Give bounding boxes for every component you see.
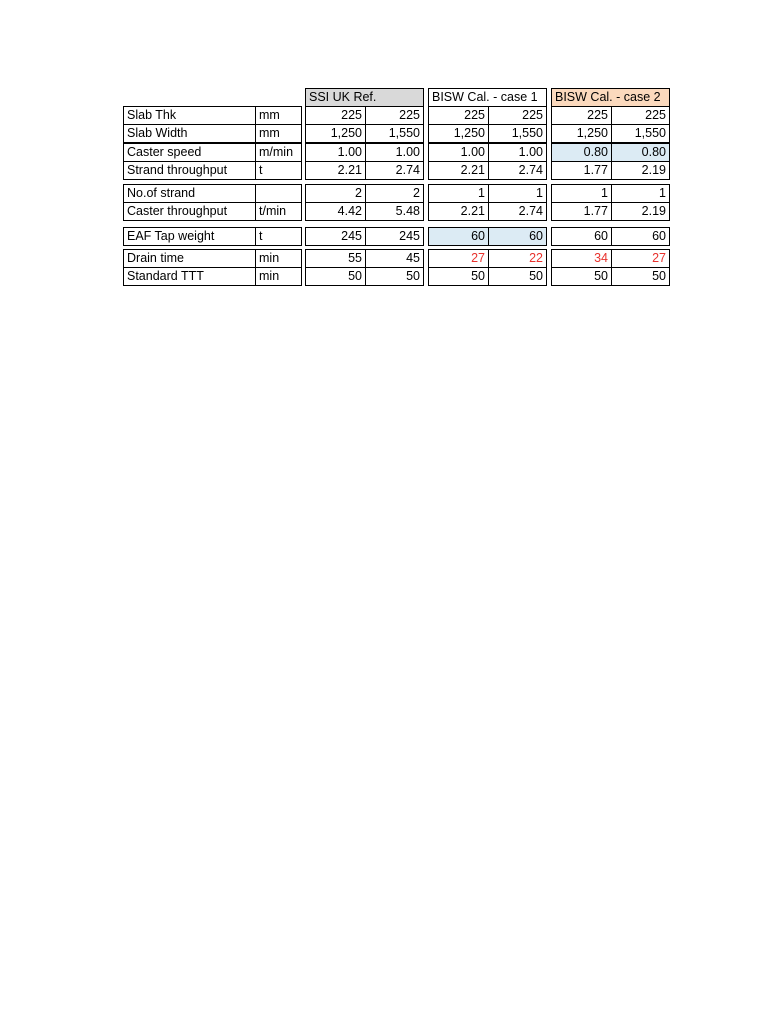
highlighted-value-cell: 60 — [428, 227, 489, 246]
value-cell: 225 — [488, 106, 547, 125]
row-label-caster-speed: Caster speed — [123, 143, 256, 162]
value-cell: 1,250 — [428, 124, 489, 143]
value-cell: 60 — [611, 227, 670, 246]
row-unit-no-of-strand — [255, 184, 302, 203]
value-cell: 50 — [611, 267, 670, 286]
header-bisw-case-1: BISW Cal. - case 1 — [428, 88, 547, 107]
value-cell: 2.19 — [611, 202, 670, 221]
value-cell: 1 — [488, 184, 547, 203]
value-cell: 1,250 — [551, 124, 612, 143]
highlighted-value-cell: 0.80 — [551, 143, 612, 162]
value-cell: 245 — [365, 227, 424, 246]
value-cell: 55 — [305, 249, 366, 268]
value-cell: 1,250 — [305, 124, 366, 143]
value-cell: 1,550 — [611, 124, 670, 143]
header-ssi-uk-ref: SSI UK Ref. — [305, 88, 424, 107]
row-unit-slab-thk: mm — [255, 106, 302, 125]
value-cell: 1.00 — [488, 143, 547, 162]
value-cell: 1 — [611, 184, 670, 203]
value-cell: 1 — [428, 184, 489, 203]
row-label-slab-width: Slab Width — [123, 124, 256, 143]
red-value-cell: 27 — [428, 249, 489, 268]
row-unit-strand-throughput: t — [255, 161, 302, 180]
value-cell: 225 — [305, 106, 366, 125]
header-bisw-case-2: BISW Cal. - case 2 — [551, 88, 670, 107]
highlighted-value-cell: 60 — [488, 227, 547, 246]
row-label-strand-throughput: Strand throughput — [123, 161, 256, 180]
row-unit-drain-time: min — [255, 249, 302, 268]
row-unit-eaf-tap-weight: t — [255, 227, 302, 246]
value-cell: 2.21 — [428, 161, 489, 180]
value-cell: 2 — [305, 184, 366, 203]
row-label-slab-thk: Slab Thk — [123, 106, 256, 125]
row-label-standard-ttt: Standard TTT — [123, 267, 256, 286]
value-cell: 2 — [365, 184, 424, 203]
value-cell: 1.00 — [365, 143, 424, 162]
value-cell: 2.21 — [305, 161, 366, 180]
value-cell: 1.00 — [305, 143, 366, 162]
value-cell: 2.19 — [611, 161, 670, 180]
row-unit-standard-ttt: min — [255, 267, 302, 286]
value-cell: 2.74 — [488, 202, 547, 221]
row-label-eaf-tap-weight: EAF Tap weight — [123, 227, 256, 246]
red-value-cell: 34 — [551, 249, 612, 268]
value-cell: 1 — [551, 184, 612, 203]
value-cell: 245 — [305, 227, 366, 246]
value-cell: 1.77 — [551, 161, 612, 180]
value-cell: 50 — [488, 267, 547, 286]
value-cell: 4.42 — [305, 202, 366, 221]
value-cell: 2.74 — [488, 161, 547, 180]
value-cell: 225 — [365, 106, 424, 125]
red-value-cell: 22 — [488, 249, 547, 268]
value-cell: 225 — [611, 106, 670, 125]
value-cell: 50 — [551, 267, 612, 286]
red-value-cell: 27 — [611, 249, 670, 268]
value-cell: 1.00 — [428, 143, 489, 162]
value-cell: 50 — [365, 267, 424, 286]
row-unit-caster-speed: m/min — [255, 143, 302, 162]
value-cell: 1,550 — [488, 124, 547, 143]
value-cell: 45 — [365, 249, 424, 268]
highlighted-value-cell: 0.80 — [611, 143, 670, 162]
value-cell: 50 — [428, 267, 489, 286]
value-cell: 5.48 — [365, 202, 424, 221]
value-cell: 1,550 — [365, 124, 424, 143]
row-label-caster-throughput: Caster throughput — [123, 202, 256, 221]
row-label-drain-time: Drain time — [123, 249, 256, 268]
value-cell: 1.77 — [551, 202, 612, 221]
value-cell: 2.74 — [365, 161, 424, 180]
value-cell: 50 — [305, 267, 366, 286]
value-cell: 60 — [551, 227, 612, 246]
row-unit-slab-width: mm — [255, 124, 302, 143]
value-cell: 2.21 — [428, 202, 489, 221]
value-cell: 225 — [428, 106, 489, 125]
value-cell: 225 — [551, 106, 612, 125]
row-unit-caster-throughput: t/min — [255, 202, 302, 221]
row-label-no-of-strand: No.of strand — [123, 184, 256, 203]
